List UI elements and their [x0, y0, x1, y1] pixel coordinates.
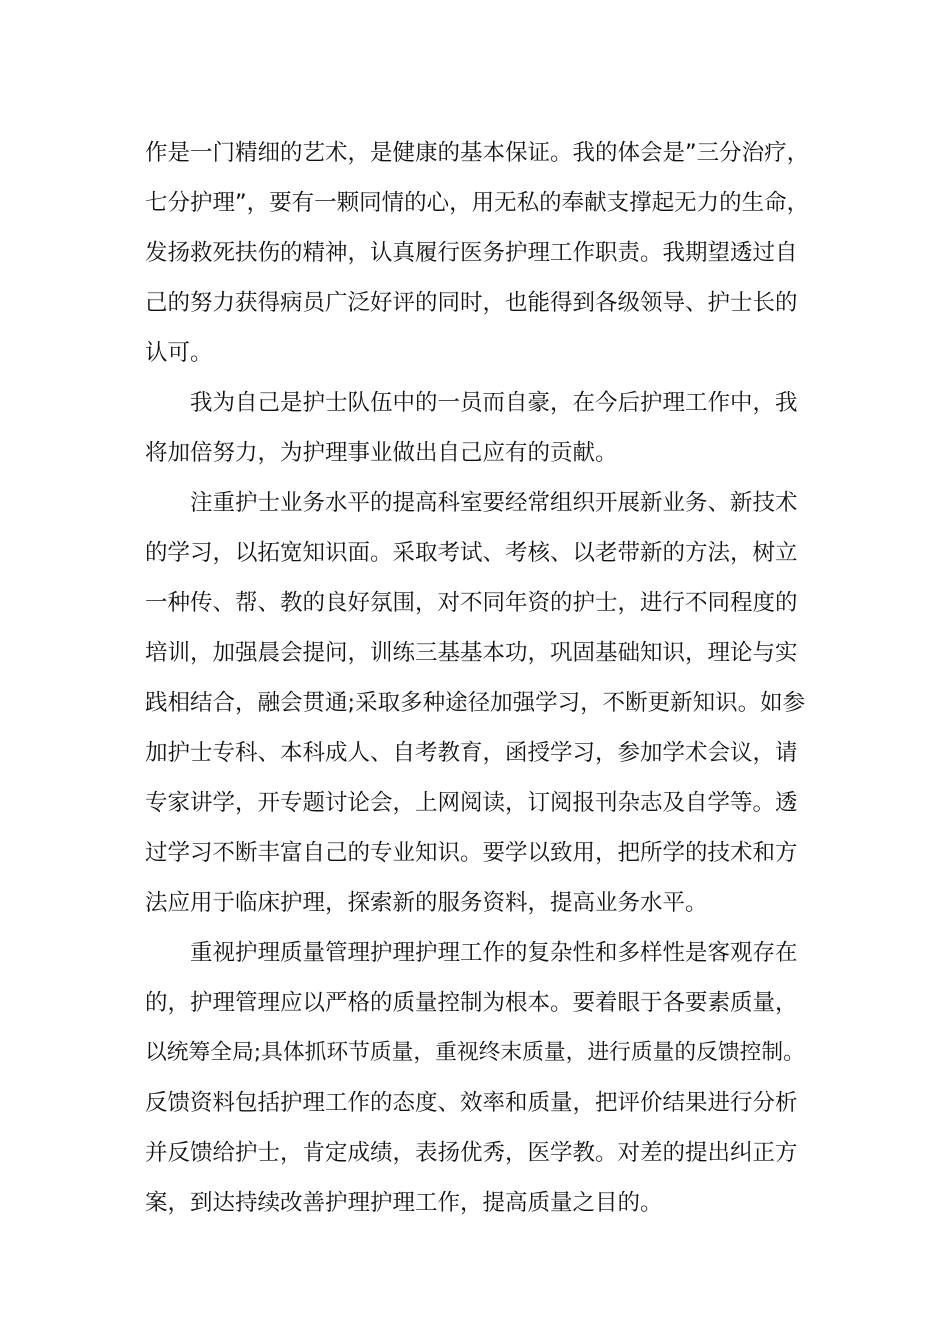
text-line: 加护士专科、本科成人、自考教育，函授学习，参加学术会议，请 — [145, 740, 798, 766]
text-line: 并反馈给护士，肯定成绩，表扬优秀，医学教。对差的提出纠正方 — [145, 1140, 798, 1166]
text-line: 的学习，以拓宽知识面。采取考试、考核、以老带新的方法，树立 — [145, 540, 798, 566]
text-line: 作是一门精细的艺术，是健康的基本保证。我的体会是”三分治疗， — [145, 140, 810, 166]
text-line: 的，护理管理应以严格的质量控制为根本。要着眼于各要素质量， — [145, 990, 798, 1016]
text-line: 重视护理质量管理护理护理工作的复杂性和多样性是客观存在 — [190, 940, 798, 966]
text-line: 案，到达持续改善护理护理工作，提高质量之目的。 — [145, 1190, 663, 1216]
text-line: 践相结合，融会贯通;采取多种途径加强学习，不断更新知识。如参 — [145, 690, 806, 716]
text-line: 我为自己是护士队伍中的一员而自豪，在今后护理工作中，我 — [190, 390, 798, 416]
text-line: 反馈资料包括护理工作的态度、效率和质量，把评价结果进行分析 — [145, 1090, 798, 1116]
document-body — [145, 128, 810, 1228]
text-line: 己的努力获得病员广泛好评的同时，也能得到各级领导、护士长的 — [145, 290, 798, 316]
text-line: 以统筹全局;具体抓环节质量，重视终末质量，进行质量的反馈控制。 — [145, 1040, 805, 1065]
text-line: 过学习不断丰富自己的专业知识。要学以致用，把所学的技术和方 — [145, 840, 798, 866]
text-line: 培训，加强晨会提问，训练三基基本功，巩固基础知识，理论与实 — [145, 640, 798, 666]
text-line: 注重护士业务水平的提高科室要经常组织开展新业务、新技术 — [190, 490, 798, 516]
text-line: 一种传、帮、教的良好氛围，对不同年资的护士，进行不同程度的 — [145, 590, 798, 616]
text-line: 将加倍努力，为护理事业做出自己应有的贡献。 — [145, 440, 618, 466]
text-line: 发扬救死扶伤的精神，认真履行医务护理工作职责。我期望透过自 — [145, 240, 798, 266]
text-line: 七分护理”，要有一颗同情的心，用无私的奉献支撑起无力的生命， — [145, 190, 810, 216]
text-line: 专家讲学，开专题讨论会，上网阅读，订阅报刊杂志及自学等。透 — [145, 790, 798, 816]
text-line: 法应用于临床护理，探索新的服务资料，提高业务水平。 — [145, 890, 708, 916]
text-line: 认可。 — [145, 340, 213, 366]
